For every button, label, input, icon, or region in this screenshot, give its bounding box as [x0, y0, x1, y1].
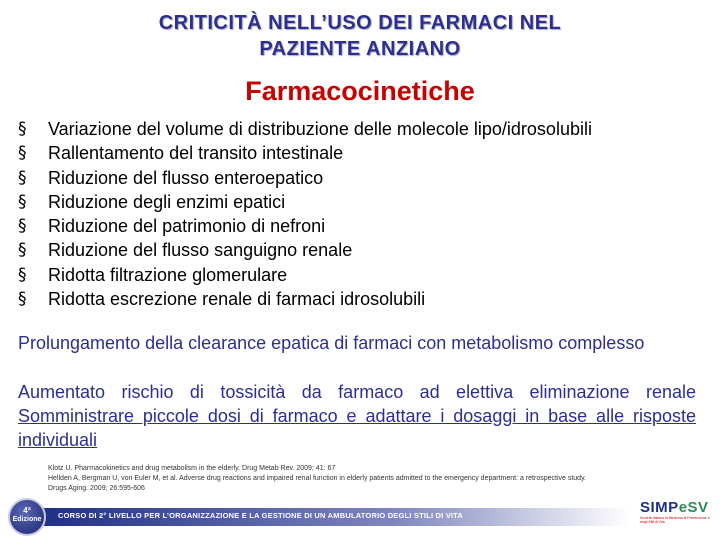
slide-title	[0, 10, 720, 62]
references	[48, 464, 708, 494]
bullet-item	[18, 166, 708, 190]
bullet-text: Rallentamento del transito intestinale	[48, 143, 344, 164]
bullet-item	[18, 263, 708, 287]
bullet-item	[18, 287, 708, 311]
bullet-text: Ridotta escrezione renale di farmaci idrosolubili	[48, 289, 426, 310]
paragraph-toxicity-risk: Aumentato rischio di tossicità da farmaco ad elettiva eliminazione renale	[18, 382, 696, 402]
simpesv-logo	[640, 499, 712, 535]
bullet-marker: §	[18, 167, 27, 188]
reference-item: Klotz U. Pharmacokinetics and drug metabolism in the elderly. Drug Metab Rev. 2009; 41: 67	[48, 465, 336, 472]
bullet-marker: §	[18, 240, 27, 261]
footer-course-title: CORSO DI 2° LIVELLO PER L’ORGANIZZAZIONE E LA GESTIONE DI UN AMBULATORIO DEGLI STILI DI VITA	[58, 511, 464, 520]
reference-item: Drugs Aging. 2009; 26:595-606	[48, 485, 145, 492]
bullet-text: Riduzione del flusso enteroepatico	[48, 167, 324, 188]
reference-item: Hellden A, Bergman U, von Euler M, et al. Adverse drug reactions and impaired renal function in elderly patients admitted to the emergency department: a retrospective study.	[48, 475, 586, 482]
paragraph-clearance: Prolungamento della clearance epatica di farmaci con metabolismo complesso	[18, 333, 645, 353]
bullet-text: Riduzione del patrimonio di nefroni	[48, 216, 326, 237]
bullet-text: Riduzione del flusso sanguigno renale	[48, 240, 353, 261]
bullet-item	[18, 190, 708, 214]
footer	[0, 508, 720, 526]
bullet-item	[18, 238, 708, 262]
bullet-marker: §	[18, 191, 27, 212]
bullet-text: Variazione del volume di distribuzione delle molecole lipo/idrosolubili	[48, 119, 592, 139]
section-heading: Farmacocinetiche	[245, 76, 475, 106]
bullet-item	[18, 214, 708, 238]
bullet-item	[18, 117, 708, 141]
edition-label: Edizione	[12, 516, 42, 523]
bullet-marker: §	[18, 264, 27, 285]
bullet-marker: §	[18, 289, 27, 310]
logo-wordmark	[640, 499, 712, 516]
bullet-text: Riduzione degli enzimi epatici	[48, 191, 286, 212]
paragraph-dosage-advice: Somministrare piccole dosi di farmaco e adattare i dosaggi in base alle risposte individuali	[18, 406, 696, 451]
bullet-text: Ridotta filtrazione glomerulare	[48, 264, 288, 285]
bullet-marker: §	[18, 216, 27, 237]
logo-subtitle: Società Italiana di Medicina di Prevenzione e degli Stili di Vita	[640, 516, 710, 524]
edition-number: 4ª	[23, 506, 31, 515]
edition-badge	[8, 498, 46, 536]
slide-title-line-2: PAZIENTE ANZIANO	[259, 38, 461, 60]
bullet-marker: §	[18, 119, 27, 139]
logo-wordmark-part-2: eSV	[678, 499, 709, 516]
logo-wordmark-part-1: SIMP	[640, 499, 679, 516]
bullet-list	[18, 117, 708, 311]
bullet-marker: §	[18, 143, 27, 164]
bullet-item	[18, 141, 708, 165]
slide-title-line-1: CRITICITÀ NELL’USO DEI FARMACI NEL	[158, 12, 562, 34]
